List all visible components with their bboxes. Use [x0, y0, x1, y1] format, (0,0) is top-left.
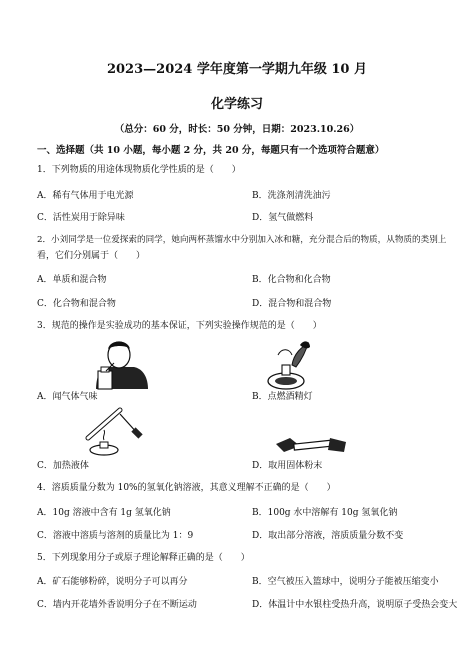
question-2-option-c[interactable]: C．化合物和混合物: [37, 299, 116, 309]
question-1-option-a[interactable]: A．稀有气体用于电光源: [37, 191, 134, 201]
page-title: 2023—2024 学年度第一学期九年级 10 月: [106, 62, 368, 77]
question-3-stem: 3．规范的操作是实验成功的基本保证，下列实验操作规范的是（ ）: [37, 321, 322, 331]
question-3-option-d[interactable]: D．取用固体粉末: [252, 461, 323, 471]
question-3-option-a[interactable]: A．闻气体气味: [37, 392, 98, 402]
question-2-option-d[interactable]: D．混合物和混合物: [252, 299, 332, 309]
exam-meta: （总分：60 分，时长：50 分钟，日期：2023.10.26）: [114, 124, 360, 135]
question-2-option-a[interactable]: A．单质和混合物: [37, 275, 107, 285]
question-4-option-a[interactable]: A．10g 溶液中含有 1g 氢氧化钠: [37, 508, 171, 518]
question-4-option-b[interactable]: B．100g 水中溶解有 10g 氢氧化钠: [252, 508, 398, 518]
question-4-option-d[interactable]: D．取出部分溶液，溶质质量分数不变: [252, 531, 404, 541]
question-2-stem-line1: 2．小刘同学是一位爱探索的同学，她向两杯蒸馏水中分别加入冰和糖，充分混合后的物质，从物质的类别上: [37, 235, 447, 245]
question-2-option-b[interactable]: B．化合物和化合物: [252, 275, 331, 285]
question-3-option-b[interactable]: B．点燃酒精灯: [252, 392, 313, 402]
smell-gas-figure: [92, 337, 152, 391]
question-2-stem-line2: 看，它们分别属于（ ）: [37, 251, 146, 261]
question-5-option-d[interactable]: D．体温计中水银柱受热升高，说明原子受热会变大: [252, 600, 458, 610]
section-heading: 一、选择题（共 10 小题，每小题 2 分，共 20 分，每题只有一个选项符合题意）: [37, 145, 385, 156]
alcohol-lamp-figure: [262, 337, 314, 391]
question-4-option-c[interactable]: C．溶液中溶质与溶剂的质量比为 1：9: [37, 531, 194, 541]
question-5-option-c[interactable]: C．墙内开花墙外香说明分子在不断运动: [37, 600, 197, 610]
question-1-option-d[interactable]: D．氢气做燃料: [252, 213, 314, 223]
question-3-option-c[interactable]: C．加热液体: [37, 461, 89, 471]
question-5-option-b[interactable]: B．空气被压入篮球中，说明分子能被压缩变小: [252, 577, 439, 587]
question-1-stem: 1．下列物质的用途体现物质化学性质的是（ ）: [37, 165, 241, 175]
question-1-option-c[interactable]: C．活性炭用于除异味: [37, 213, 125, 223]
question-1-option-b[interactable]: B．洗涤剂清洗油污: [252, 191, 331, 201]
question-5-stem: 5．下列现象用分子或原子理论解释正确的是（ ）: [37, 553, 250, 563]
heating-liquid-figure: [80, 404, 146, 456]
solid-powder-figure: [270, 428, 352, 458]
question-4-stem: 4．溶质质量分数为 10%的氢氧化钠溶液，其意义理解不正确的是（ ）: [37, 483, 336, 493]
question-5-option-a[interactable]: A．矿石能够粉碎，说明分子可以再分: [37, 577, 188, 587]
page-subtitle: 化学练习: [210, 97, 263, 112]
